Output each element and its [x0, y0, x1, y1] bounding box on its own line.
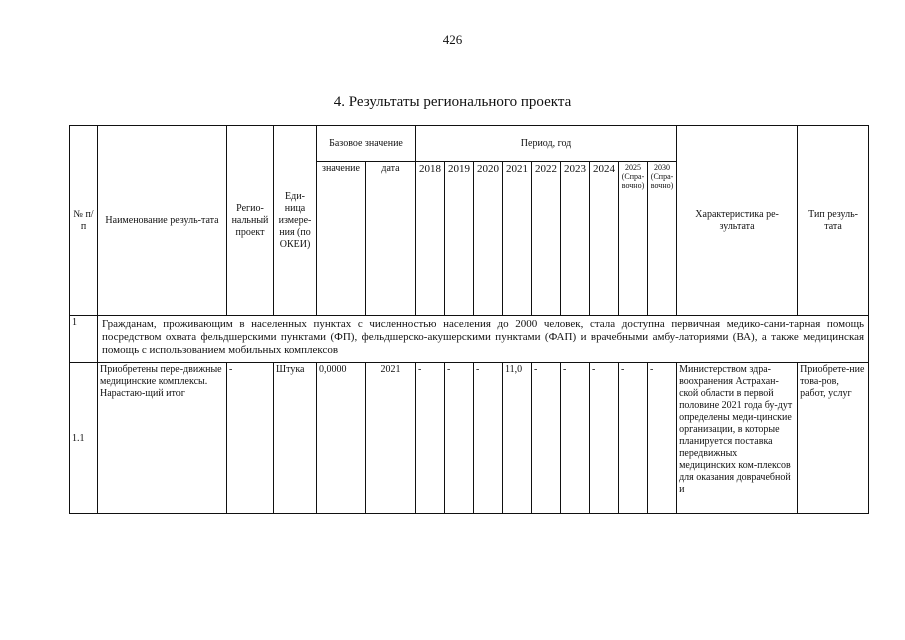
header-name: Наименование резуль-тата: [98, 126, 227, 316]
row-regional: -: [227, 363, 274, 514]
header-type: Тип резуль-тата: [798, 126, 869, 316]
row-base-value: 0,0000: [317, 363, 366, 514]
header-year: 2021: [503, 162, 532, 316]
goal-row: [70, 316, 869, 363]
section-title: 4. Результаты регионального проекта: [333, 94, 572, 110]
row-type: Приобрете-ние това-ров, работ, услуг: [798, 363, 869, 514]
header-period: Период, год: [416, 126, 677, 162]
header-base-date: дата: [366, 162, 416, 316]
header-year: 2020: [474, 162, 503, 316]
row-year-value: -: [416, 363, 445, 514]
row-year-value: -: [474, 363, 503, 514]
goal-number: 1: [70, 316, 98, 363]
result-row: [70, 363, 869, 514]
header-row-1: [70, 126, 869, 162]
row-unit: Штука: [274, 363, 317, 514]
header-year: 2022: [532, 162, 561, 316]
header-unit: Еди-ница измере-ния (по ОКЕИ): [274, 126, 317, 316]
row-base-date: 2021: [366, 363, 416, 514]
header-year-ref: 2025 (Спра-вочно): [619, 162, 648, 316]
results-table: [69, 125, 869, 514]
row-number: 1.1: [70, 363, 98, 514]
goal-text: Гражданам, проживающим в населенных пунктах с численностью населения до 2000 человек, стала доступна первичная медико-сани-тарная помощь посредством охвата фельдшерскими пунктами (ФП), фельдшерско-акушерскими пунктами (ФАП) и врачебными амбу-латориями (ВА), а также медицинская помощь с использованием мобильных комплексов: [98, 316, 869, 363]
header-year: 2024: [590, 162, 619, 316]
header-year: 2019: [445, 162, 474, 316]
row-year-value: -: [561, 363, 590, 514]
header-year: 2018: [416, 162, 445, 316]
row-characteristic: Министерством здра-воохранения Астрахан-ской области в первой половине 2021 года бу-дут определены меди-цинские организации, в которые планируется поставка передвижных медицинских ком-плексов для оказания доврачебной и: [677, 363, 798, 514]
row-year-value: -: [590, 363, 619, 514]
header-year-ref: 2030 (Спра-вочно): [648, 162, 677, 316]
row-year-ref-value: -: [619, 363, 648, 514]
header-base: Базовое значение: [317, 126, 416, 162]
header-year: 2023: [561, 162, 590, 316]
row-name: Приобретены пере-движные медицинские комплексы. Нарастаю-щий итог: [98, 363, 227, 514]
row-year-ref-value: -: [648, 363, 677, 514]
header-num: № п/п: [70, 126, 98, 316]
row-year-value: -: [445, 363, 474, 514]
header-base-value: значение: [317, 162, 366, 316]
row-year-value: -: [532, 363, 561, 514]
page-number: 426: [442, 32, 463, 47]
header-regional: Регио-нальный проект: [227, 126, 274, 316]
header-characteristic: Характеристика ре-зультата: [677, 126, 798, 316]
row-year-value: 11,0: [503, 363, 532, 514]
